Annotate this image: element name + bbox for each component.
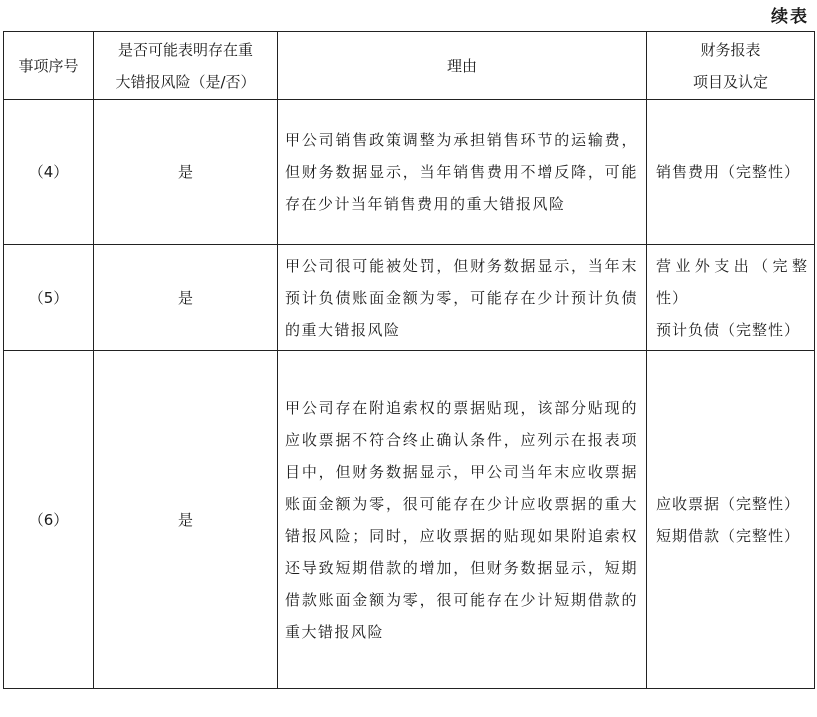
seq-cell: （6） bbox=[4, 351, 94, 689]
table-row bbox=[4, 245, 815, 351]
header-risk-line2: 大错报风险（是/否） bbox=[115, 72, 256, 91]
item-cell bbox=[647, 100, 815, 245]
table-row bbox=[4, 351, 815, 689]
risk-cell: 是 bbox=[94, 245, 278, 351]
risk-cell: 是 bbox=[94, 351, 278, 689]
item-cell bbox=[647, 351, 815, 689]
item-cell bbox=[647, 245, 815, 351]
header-risk bbox=[94, 32, 278, 100]
item-line: 短期借款（完整性） bbox=[656, 526, 801, 545]
item-line: 预计负债（完整性） bbox=[656, 320, 801, 339]
risk-assessment-table bbox=[3, 31, 815, 689]
header-item bbox=[647, 32, 815, 100]
seq-cell: （4） bbox=[4, 100, 94, 245]
reason-cell: 甲公司销售政策调整为承担销售环节的运输费，但财务数据显示，当年销售费用不增反降，可能存在少计当年销售费用的重大错报风险 bbox=[278, 100, 647, 245]
reason-cell: 甲公司存在附追索权的票据贴现，该部分贴现的应收票据不符合终止确认条件，应列示在报表项目中，但财务数据显示，甲公司当年末应收票据账面金额为零，很可能存在少计应收票据的重大错报风险；同时，应收票据的贴现如果附追索权还导致短期借款的增加，但财务数据显示，短期借款账面金额为零，很可能存在少计短期借款的重大错报风险 bbox=[278, 351, 647, 689]
header-row bbox=[4, 32, 815, 100]
item-line: 应收票据（完整性） bbox=[656, 494, 801, 513]
item-line: 销售费用（完整性） bbox=[656, 163, 801, 181]
header-seq: 事项序号 bbox=[4, 32, 94, 100]
item-line: 营业外支出（完整性） bbox=[656, 256, 808, 307]
header-risk-line1: 是否可能表明存在重 bbox=[117, 40, 253, 59]
header-reason: 理由 bbox=[278, 32, 647, 100]
risk-cell: 是 bbox=[94, 100, 278, 245]
header-item-line2: 项目及认定 bbox=[692, 72, 768, 91]
seq-cell: （5） bbox=[4, 245, 94, 351]
table-row bbox=[4, 100, 815, 245]
reason-cell: 甲公司很可能被处罚，但财务数据显示，当年末预计负债账面金额为零，可能存在少计预计负债的重大错报风险 bbox=[278, 245, 647, 351]
continued-label: 续表 bbox=[771, 7, 809, 27]
header-item-line1: 财务报表 bbox=[700, 40, 761, 59]
